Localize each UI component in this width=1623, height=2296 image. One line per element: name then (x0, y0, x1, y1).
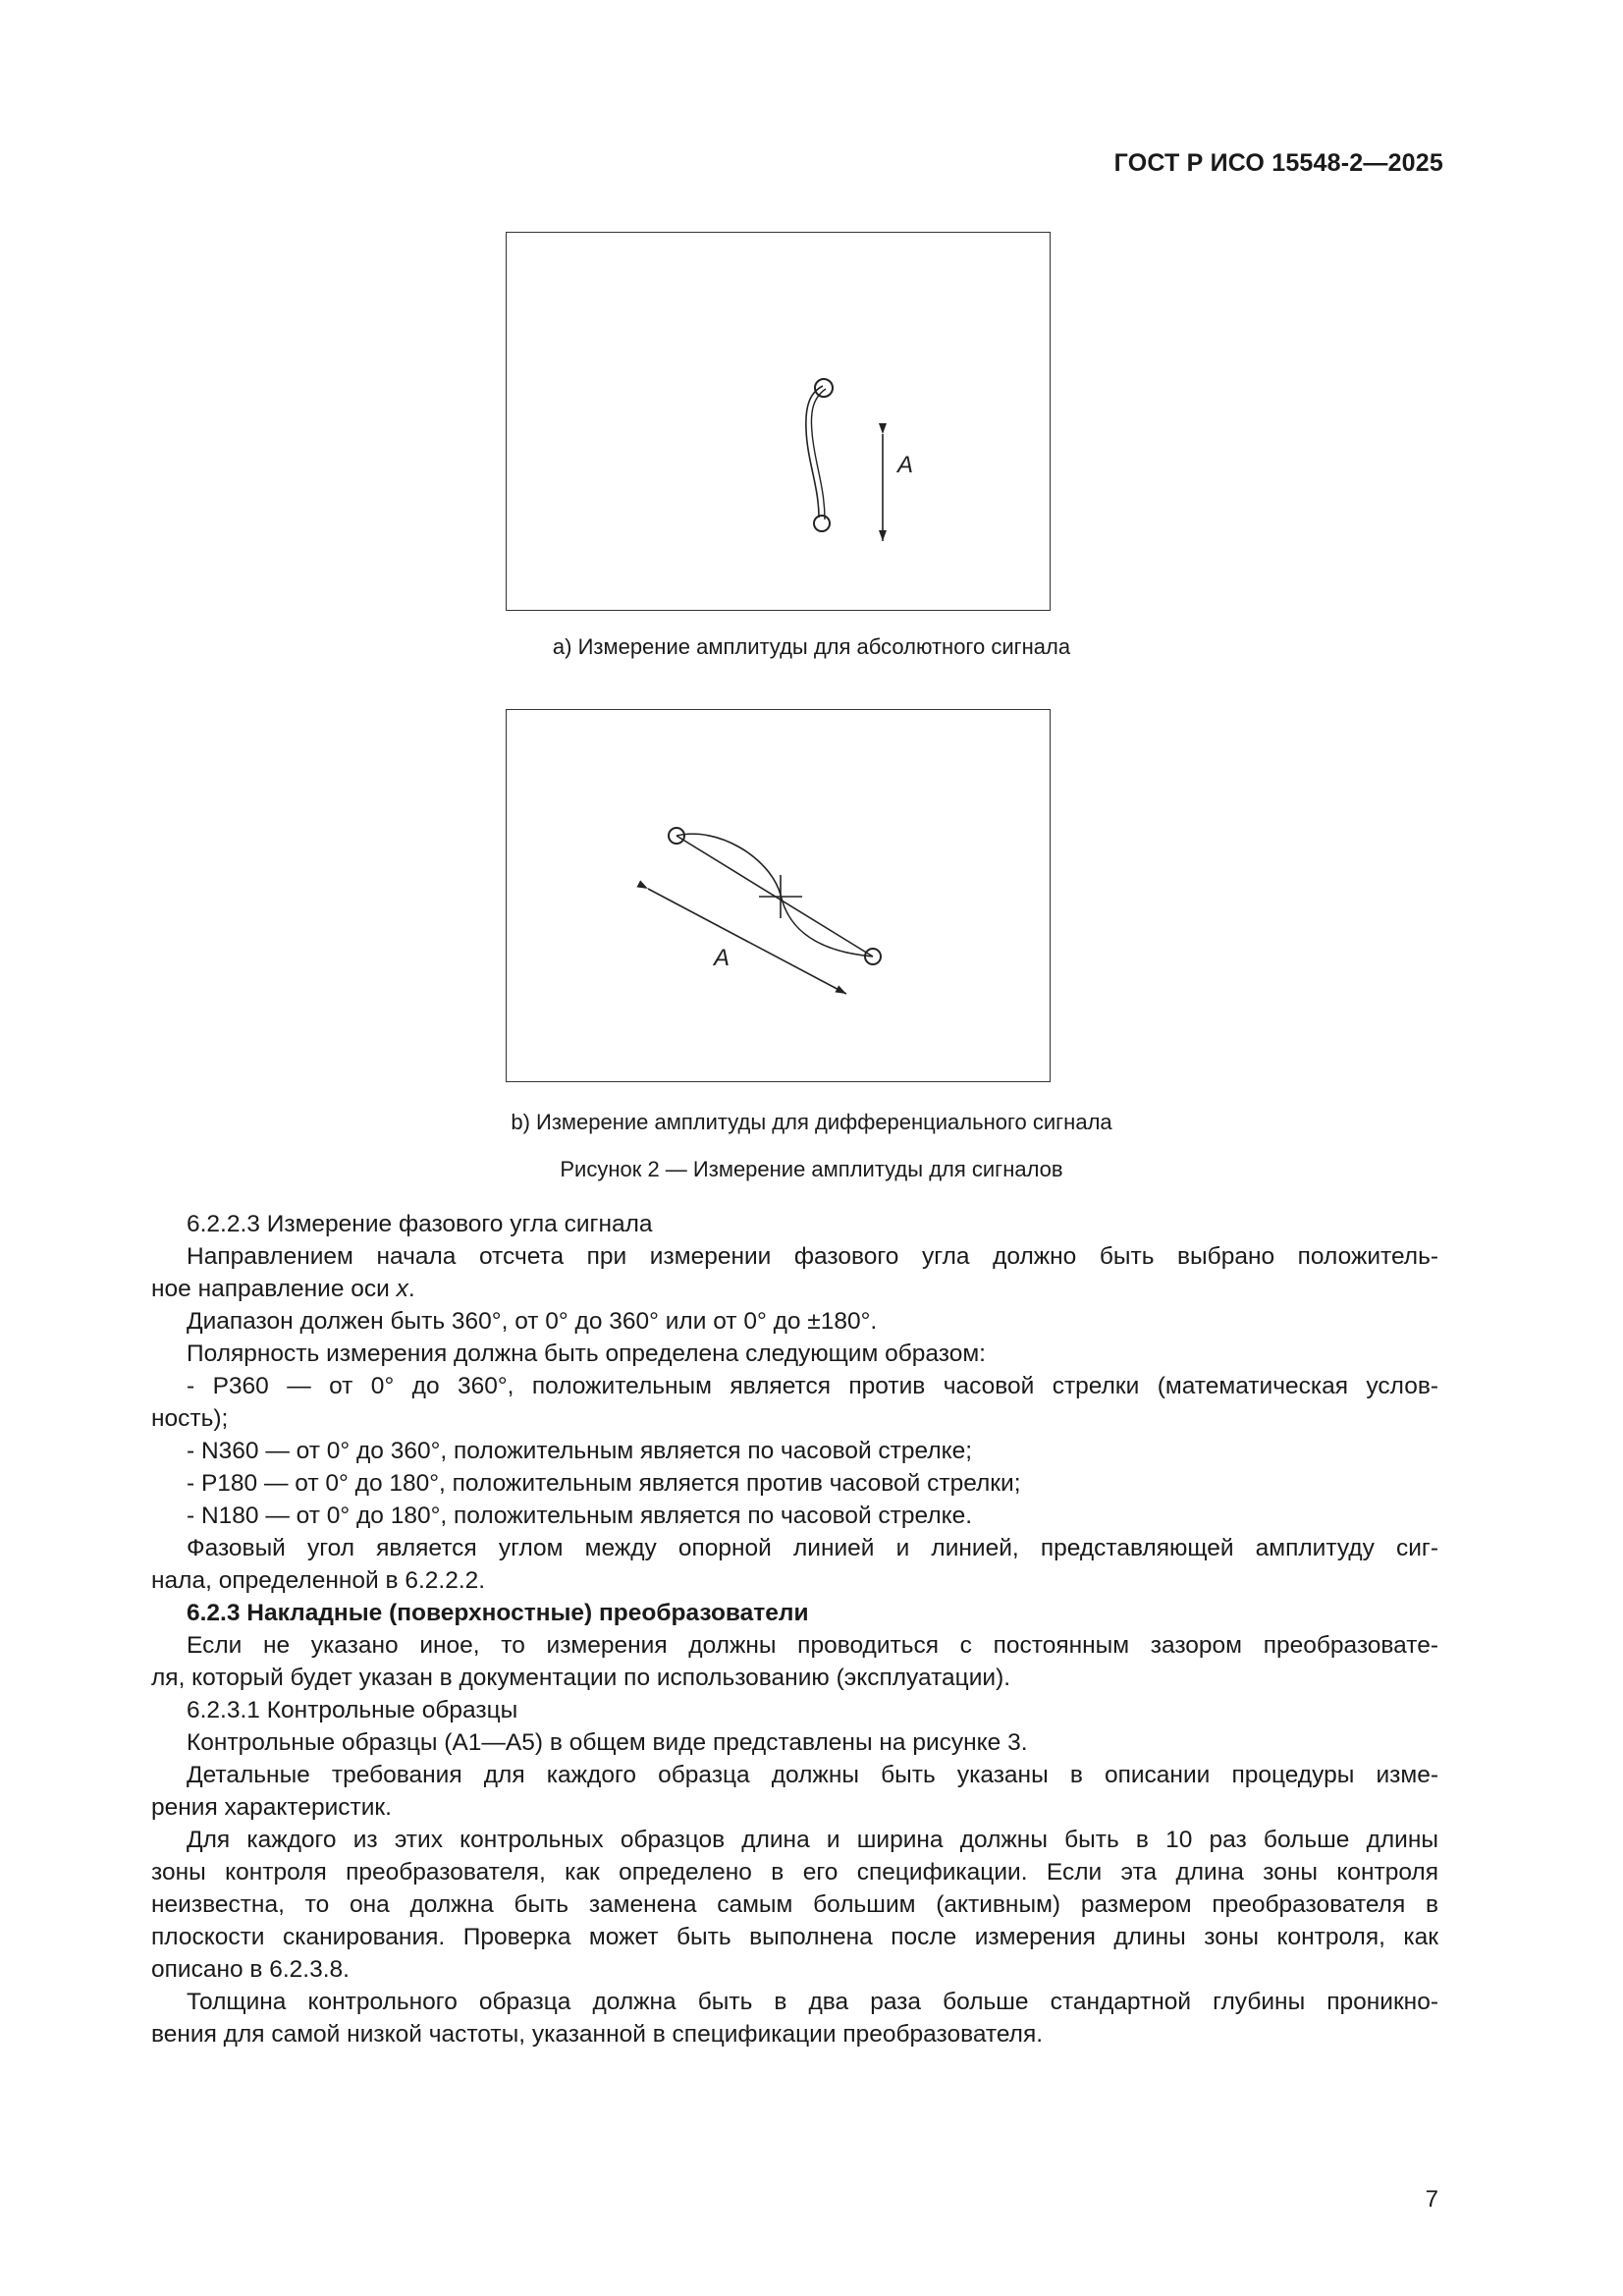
figure-a-diagram (507, 233, 1049, 609)
signal-end-point (814, 516, 830, 531)
list-item-cont: ность); (151, 1405, 229, 1432)
list-item: - N180 — от 0° до 180°, положительным является по часовой стрелке. (187, 1503, 973, 1529)
figure-a-frame (506, 232, 1051, 611)
figure-b-caption: b) Измерение амплитуды для дифференциального сигнала (511, 1110, 1112, 1134)
paragraph-line: зоны контроля преобразователя, как определено в его спецификации. Если эта длина зоны контроля (151, 1859, 1438, 1886)
paragraph-line: Детальные требования для каждого образца должны быть указаны в описании процедуры изме- (187, 1762, 1438, 1788)
paragraph-line: ля, который будет указан в документации по использованию (эксплуатации). (151, 1665, 1011, 1691)
figure-b-frame (506, 709, 1051, 1082)
figure-title: Рисунок 2 — Измерение амплитуды для сигналов (560, 1157, 1063, 1181)
paragraph-line: описано в 6.2.3.8. (151, 1956, 350, 1983)
list-item: - N360 — от 0° до 360°, положительным является по часовой стрелке; (187, 1438, 973, 1464)
paragraph-line: Толщина контрольного образца должна быть в два раза больше стандартной глубины проникно- (187, 1989, 1438, 2015)
paragraph-line: вения для самой низкой частоты, указанной в спецификации преобразователя. (151, 2021, 1044, 2048)
paragraph-line: плоскости сканирования. Проверка может быть выполнена после измерения длины зоны контроля, как (151, 1924, 1438, 1950)
signal-curve-absolute-return (811, 389, 826, 519)
body-text (151, 1208, 1438, 2050)
figure-a-caption: a) Измерение амплитуды для абсолютного сигнала (552, 634, 1071, 659)
paragraph-line: Фазовый угол является углом между опорной линией и линией, представляющей амплитуду сиг- (187, 1535, 1438, 1561)
document-header: ГОСТ Р ИСО 15548-2—2025 (1113, 149, 1443, 177)
figure-b-diagram (507, 710, 1049, 1080)
paragraph-line: ное направление оси x. (151, 1276, 415, 1302)
page-number: 7 (1425, 2186, 1438, 2213)
paragraph-line: рения характеристик. (151, 1794, 392, 1821)
signal-start-point (815, 379, 833, 397)
paragraph-line: Для каждого из этих контрольных образцов длина и ширина должны быть в 10 раз больше длины (187, 1827, 1438, 1853)
amplitude-label-b: A (714, 945, 730, 971)
list-item: - P180 — от 0° до 180°, положительным является против часовой стрелки; (187, 1470, 1021, 1497)
paragraph-line: Полярность измерения должна быть определена следующим образом: (187, 1340, 986, 1367)
axis-x-symbol: x (396, 1276, 408, 1302)
paragraph-line: Направлением начала отсчета при измерении фазового угла должно быть выбрано положитель- (187, 1243, 1438, 1270)
paragraph-line: Контрольные образцы (A1—A5) в общем виде представлены на рисунке 3. (187, 1729, 1028, 1756)
paragraph-line: нала, определенной в 6.2.2.2. (151, 1567, 486, 1594)
section-6-2-3-1-title: 6.2.3.1 Контрольные образцы (187, 1697, 518, 1723)
paragraph-line: неизвестна, то она должна быть заменена самым большим (активным) размером преобразователя в (151, 1891, 1438, 1918)
list-item: - P360 — от 0° до 360°, положительным является против часовой стрелки (математическая услов- (187, 1373, 1438, 1399)
paragraph-line: Если не указано иное, то измерения должны проводиться с постоянным зазором преобразовате- (187, 1632, 1438, 1659)
section-6-2-3-title: 6.2.3 Накладные (поверхностные) преобразователи (187, 1600, 809, 1626)
amplitude-label-a: A (897, 452, 914, 478)
section-6-2-2-3-title: 6.2.2.3 Измерение фазового угла сигнала (187, 1211, 653, 1237)
paragraph-line: Диапазон должен быть 360°, от 0° до 360° или от 0° до ±180°. (187, 1308, 878, 1335)
